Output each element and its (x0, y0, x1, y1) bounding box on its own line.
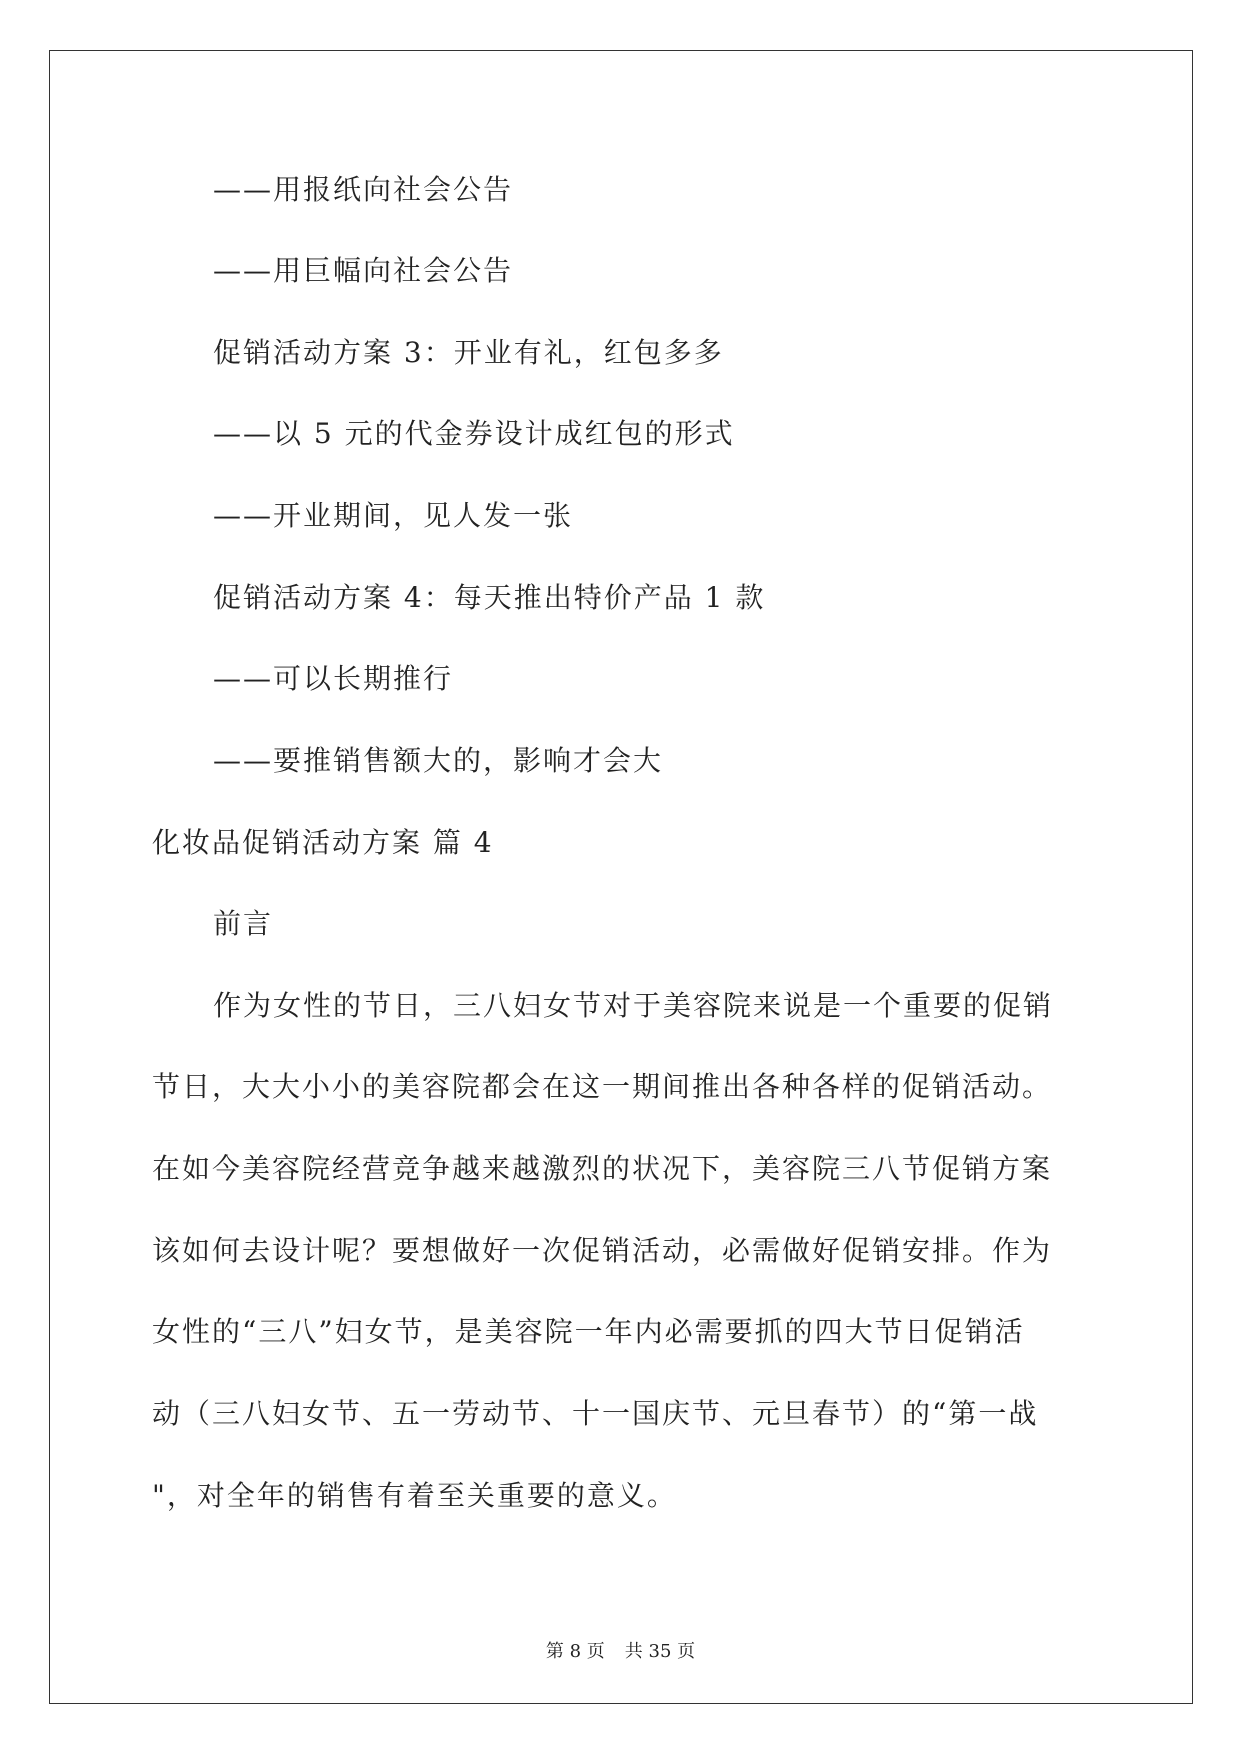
paragraph-line: 该如何去设计呢？要想做好一次促销活动，必需做好促销安排。作为 (152, 1234, 1053, 1267)
paragraph-line: 节日，大大小小的美容院都会在这一期间推出各种各样的促销活动。 (152, 1070, 1053, 1103)
bullet-line-opening: ——开业期间，见人发一张 (213, 499, 574, 532)
paragraph-line: 作为女性的节日，三八妇女节对于美容院来说是一个重要的促销 (213, 989, 1054, 1022)
section-heading-plan-4: 促销活动方案 4：每天推出特价产品 1 款 (213, 581, 766, 614)
section-heading-plan-3: 促销活动方案 3：开业有礼，红包多多 (213, 336, 724, 369)
paragraph-line: 动（三八妇女节、五一劳动节、十一国庆节、元旦春节）的“第一战 (152, 1397, 1039, 1430)
paragraph-line: 女性的“三八”妇女节，是美容院一年内必需要抓的四大节日促销活 (152, 1315, 1025, 1348)
page-total: 共 35 页 (624, 1641, 696, 1662)
bullet-line-sales-volume: ——要推销售额大的，影响才会大 (213, 744, 664, 777)
bullet-line-long-term: ——可以长期推行 (213, 662, 454, 695)
page-footer (0, 1640, 1241, 1664)
paragraph-line: 在如今美容院经营竞争越来越激烈的状况下，美容院三八节促销方案 (152, 1152, 1053, 1185)
paragraph-line: "，对全年的销售有着至关重要的意义。 (152, 1479, 677, 1512)
preface-heading: 前言 (213, 907, 274, 940)
article-title: 化妆品促销活动方案 篇 4 (152, 826, 494, 859)
bullet-line-newspaper: ——用报纸向社会公告 (213, 173, 514, 206)
bullet-line-voucher: ——以 5 元的代金券设计成红包的形式 (213, 417, 735, 450)
page-border (49, 50, 1193, 1704)
page-number: 第 8 页 (545, 1641, 605, 1662)
bullet-line-banner: ——用巨幅向社会公告 (213, 254, 514, 287)
